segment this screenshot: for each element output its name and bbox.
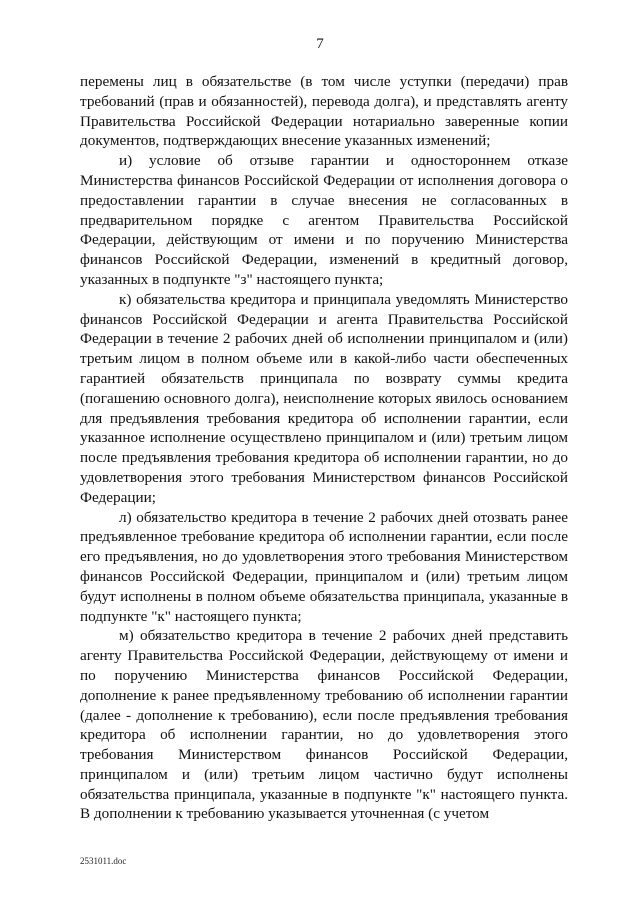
paragraph-item-l: л) обязательство кредитора в течение 2 рабочих дней отозвать ранее предъявленное требование кредитора об исполнении гарантии, если после его предъявления, но до удовлетворения этого требования Министерством финансов Российской Федерации, принципалом и (или) третьим лицом будут исполнены в полном объеме обязательства принципала, указанные в подпункте "к" настоящего пункта; <box>80 508 568 625</box>
document-body <box>80 72 568 824</box>
paragraph-item-k: к) обязательства кредитора и принципала уведомлять Министерство финансов Российской Федерации и агента Правительства Российской Федерации в течение 2 рабочих дней об исполнении принципалом и (или) третьим лицом в полном объеме или в какой-либо части обеспеченных гарантией обязательств принципала по возврату суммы кредита (погашению основного долга), неисполнение которых явилось основанием для предъявления требования кредитора об исполнении гарантии, если указанное исполнение осуществлено принципалом и (или) третьим лицом после предъявления требования кредитора об исполнении гарантии, но до удовлетворения этого требования Министерством финансов Российской Федерации; <box>80 290 568 506</box>
footer-file-name: 2531011.doc <box>80 856 127 866</box>
paragraph-item-m: м) обязательство кредитора в течение 2 рабочих дней представить агенту Правительства Российской Федерации, действующему от имени и по поручению Министерства финансов Российской Федерации, дополнение к ранее предъявленному требованию об исполнении гарантии (далее - дополнение к требованию), если после предъявления требования кредитора об исполнении гарантии, но до удовлетворения этого требования Министерством финансов Российской Федерации, принципалом и (или) третьим лицом частично будут исполнены обязательства принципала, указанные в подпункте "к" настоящего пункта. В дополнении к требованию указывается уточненная (с учетом <box>80 627 568 823</box>
paragraph-item-i: и) условие об отзыве гарантии и одностороннем отказе Министерства финансов Российской Федерации от исполнения договора о предоставлении гарантии в случае внесения не согласованных в предварительном порядке с агентом Правительства Российской Федерации, действующим от имени и по поручению Министерства финансов Российской Федерации, изменений в кредитный договор, указанных в подпункте "з" настоящего пункта; <box>80 152 568 288</box>
paragraph-continuation: перемены лиц в обязательстве (в том числе уступки (передачи) прав требований (прав и обязанностей), перевода долга), и представлять агенту Правительства Российской Федерации нотариально заверенные копии документов, подтверждающих внесение указанных изменений; <box>80 73 568 150</box>
page-number: 7 <box>316 36 324 52</box>
